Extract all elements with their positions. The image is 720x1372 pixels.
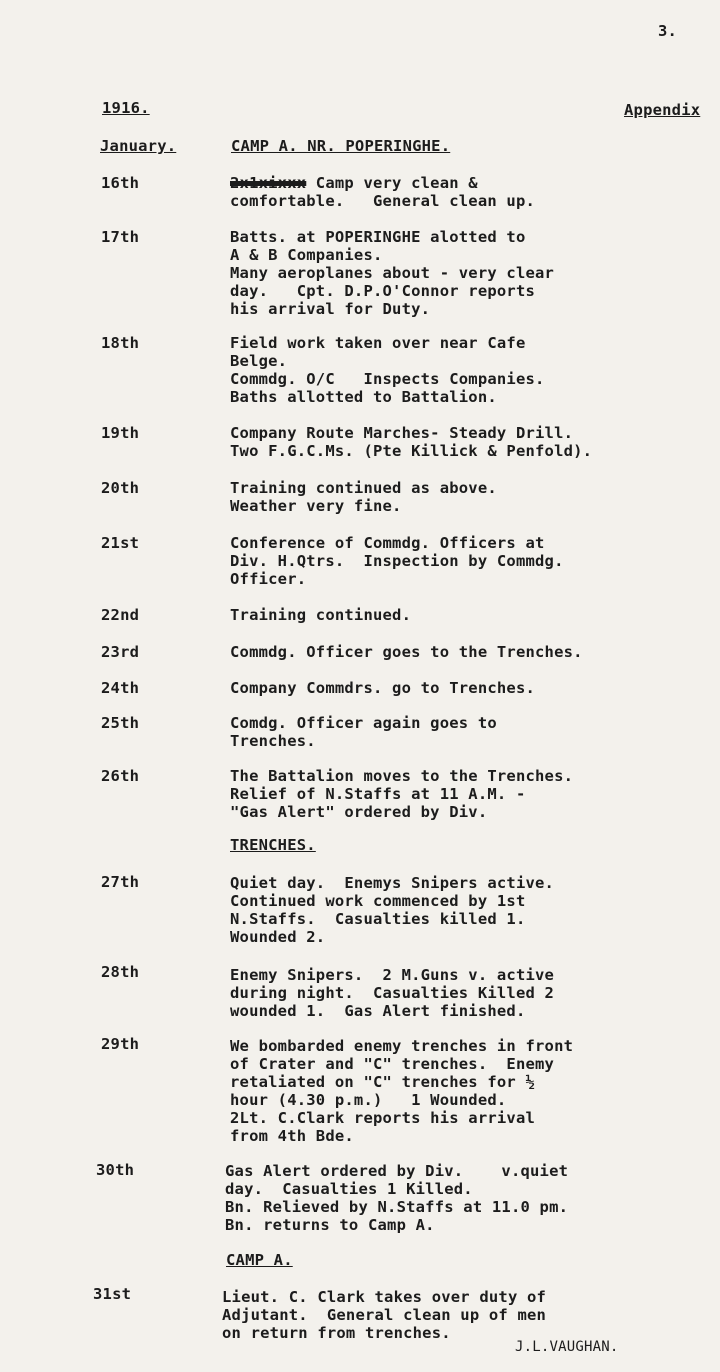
entry-date: 20th (101, 479, 140, 497)
entry-date: 21st (101, 534, 140, 552)
section-heading-camp-a-poperinghe: CAMP A. NR. POPERINGHE. (231, 137, 451, 155)
entry-date: 22nd (101, 606, 140, 624)
entry-text: Enemy Snipers. 2 M.Guns v. active during night. Casualties Killed 2 wounded 1. Gas Alert finished. (230, 966, 555, 1020)
entry-date: 26th (101, 767, 140, 785)
entry-date: 18th (101, 334, 140, 352)
entry-text (230, 174, 535, 210)
entry-date: 19th (101, 424, 140, 442)
entry-date: 25th (101, 714, 140, 732)
appendix-label: Appendix (624, 101, 701, 119)
entry-date: 27th (101, 873, 140, 891)
entry-date: 16th (101, 174, 140, 192)
year: 1916. (102, 99, 150, 117)
entry-text: We bombarded enemy trenches in front of Crater and "C" trenches. Enemy retaliated on "C" trenches for ½ hour (4.30 p.m.) 1 Wounded. 2Lt. C.Clark reports his arrival from 4th Bde. (230, 1037, 574, 1145)
entry-text: Company Commdrs. go to Trenches. (230, 679, 536, 697)
entry-text: Commdg. Officer goes to the Trenches. (230, 643, 583, 661)
struck-out-text: 2x1xixxx (230, 174, 307, 192)
entry-date: 24th (101, 679, 140, 697)
signature: J.L.VAUGHAN. (515, 1339, 619, 1355)
entry-text: Training continued. (230, 606, 412, 624)
entry-date: 28th (101, 963, 140, 981)
entry-date: 23rd (101, 643, 140, 661)
month-heading: January. (100, 137, 177, 155)
entry-date: 17th (101, 228, 140, 246)
entry-text: Company Route Marches- Steady Drill. Two F.G.C.Ms. (Pte Killick & Penfold). (230, 424, 593, 460)
entry-text: Comdg. Officer again goes to Trenches. (230, 714, 497, 750)
entry-text: Gas Alert ordered by Div. v.quiet day. Casualties 1 Killed. Bn. Relieved by N.Staffs at 11.0 pm. Bn. returns to Camp A. (225, 1162, 569, 1234)
entry-text-body: Camp very clean & comfortable. General clean up. (230, 174, 536, 210)
section-heading-camp-a: CAMP A. (226, 1251, 293, 1269)
entry-text: Batts. at POPERINGHE alotted to A & B Companies. Many aeroplanes about - very clear day. Cpt. D.P.O'Connor reports his arrival for Duty. (230, 228, 555, 318)
entry-text: The Battalion moves to the Trenches. Relief of N.Staffs at 11 A.M. - "Gas Alert" ordered by Div. (230, 767, 574, 821)
page-number: 3. (658, 22, 678, 40)
entry-date: 31st (93, 1285, 132, 1303)
entry-text: Field work taken over near Cafe Belge. Commdg. O/C Inspects Companies. Baths allotted to Battalion. (230, 334, 545, 406)
entry-text: Conference of Commdg. Officers at Div. H.Qtrs. Inspection by Commdg. Officer. (230, 534, 564, 588)
entry-text: Quiet day. Enemys Snipers active. Continued work commenced by 1st N.Staffs. Casualties killed 1. Wounded 2. (230, 874, 555, 946)
entry-text: Lieut. C. Clark takes over duty of Adjutant. General clean up of men on return from trenches. (222, 1288, 547, 1342)
section-heading-trenches: TRENCHES. (230, 836, 316, 854)
entry-text: Training continued as above. Weather very fine. (230, 479, 497, 515)
entry-date: 30th (96, 1161, 135, 1179)
entry-date: 29th (101, 1035, 140, 1053)
